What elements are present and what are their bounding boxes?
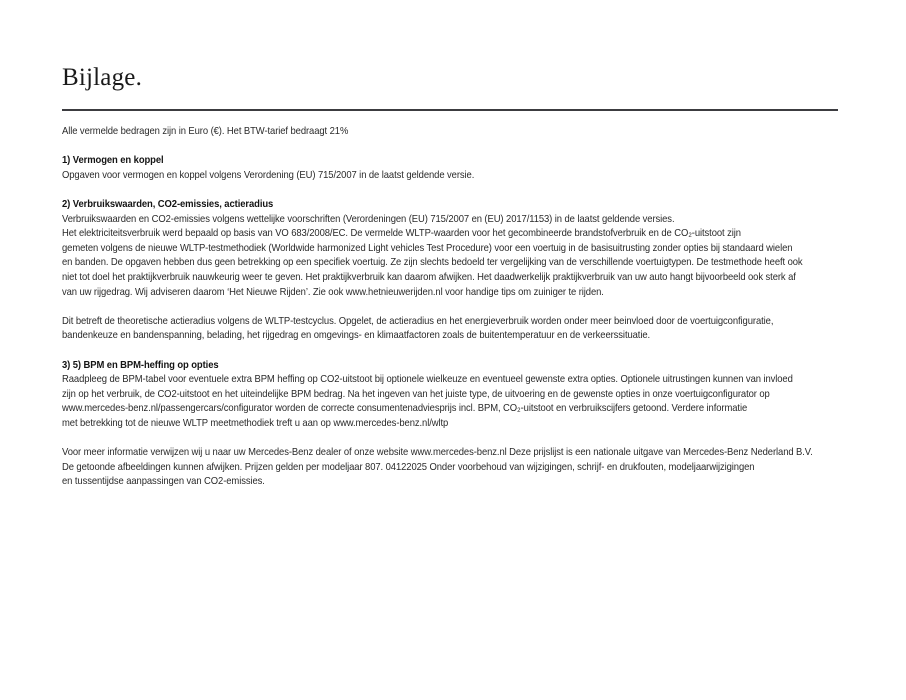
section-vermogen-en-koppel [62, 153, 813, 182]
title-divider-rule [62, 109, 838, 111]
paragraph-spacer [62, 139, 813, 154]
body-line: Voor meer informatie verwijzen wij u naar uw Mercedes-Benz dealer of onze website www.mercedes-benz.nl Deze prijslijst is een nationale uitgave van Mercedes-Benz Nederland B.V. [62, 446, 813, 459]
body-line: met betrekking tot de nieuwe WLTP meetmethodiek treft u aan op www.mercedes-benz.nl/wltp [62, 416, 449, 429]
body-line: Dit betreft de theoretische actieradius volgens de WLTP-testcyclus. Opgelet, de actieradius en het energieverbruik worden onder meer beinvloed door de voertuigconfiguratie, [62, 314, 774, 327]
body-line: Verbruikswaarden en CO2-emissies volgens wettelijke voorschriften (Verordeningen (EU) 715/2007 en (EU) 2017/1153) in de laatst geldende versies. [62, 212, 675, 225]
paragraph-spacer [62, 182, 813, 197]
body-line: De getoonde afbeeldingen kunnen afwijken. Prijzen gelden per modeljaar 807. 04122025 Onder voorbehoud van wijzigingen, schrijf- en drukfouten, modeljaarwijzigingen [62, 460, 755, 473]
section-verbruikswaarden [62, 197, 813, 343]
body-line: en tussentijdse aanpassingen van CO2-emissies. [62, 475, 265, 488]
paragraph-spacer [62, 430, 813, 445]
body-line: Opgaven voor vermogen en koppel volgens Verordening (EU) 715/2007 in de laatst geldende versie. [62, 168, 475, 181]
body-line: zijn op het verbruik, de CO2-uitstoot en het uiteindelijke BPM bedrag. Na het ingeven van het juiste type, de uitvoering en de gewenste opties in onze voertuigconfigurator op [62, 387, 770, 400]
body-line: van uw rijgedrag. Wij adviseren daarom ‘Het Nieuwe Rijden’. Zie ook www.hetnieuwerijden.nl voor handige tips om zuiniger te rijden. [62, 285, 604, 298]
section-heading: 2) Verbruikswaarden, CO2-emissies, actieradius [62, 197, 274, 210]
body-line: niet tot doel het praktijkverbruik nauwkeurig weer te geven. Het praktijkverbruik kan daarom afwijken. Het daadwerkelijk praktijkverbruik van uw auto hangt bijvoorbeeld ook sterk af [62, 270, 796, 283]
body-line: Het elektriciteitsverbruik werd bepaald op basis van VO 683/2008/EC. De vermelde WLTP-waarden voor het gecombineerde brandstofverbruik en de CO₂-uitstoot zijn [62, 227, 741, 240]
body-line: Raadpleeg de BPM-tabel voor eventuele extra BPM heffing op CO2-uitstoot bij optionele wielkeuze en eventueel gewenste extra opties. Optionele uitrustingen kunnen van invloed [62, 373, 793, 386]
body-line: www.mercedes-benz.nl/passengercars/configurator worden de correcte consumentenadviesprijs incl. BPM, CO₂-uitstoot en verbruikscijfers getoond. Verdere informatie [62, 402, 748, 415]
body-line: en banden. De opgaven hebben dus geen betrekking op een specifiek voertuig. Ze zijn slechts bedoeld ter vergelijking van de verschillende voertuigtypen. De testmethode heeft ook [62, 256, 803, 269]
body-line: gemeten volgens de nieuwe WLTP-testmethodiek (Worldwide harmonized Light vehicles Test Procedure) voor een voertuig in de basisuitrusting zonder opties bij standaard wielen [62, 241, 793, 254]
intro-note: Alle vermelde bedragen zijn in Euro (€). Het BTW-tarief bedraagt 21% [62, 125, 349, 137]
section-heading: 1) Vermogen en koppel [62, 154, 164, 167]
page-title: Bijlage. [62, 64, 143, 91]
document-body [62, 124, 813, 489]
paragraph-spacer [62, 299, 813, 314]
footer-disclaimer [62, 445, 813, 489]
section-bpm-heffing [62, 358, 813, 431]
section-heading: 3) 5) BPM en BPM-heffing op opties [62, 358, 219, 371]
body-line: bandenkeuze en bandenspanning, belading, het rijgedrag en omgevings- en klimaatfactoren zoals de buitentemperatuur en de verkeerssituatie. [62, 329, 651, 342]
paragraph-spacer [62, 343, 813, 358]
